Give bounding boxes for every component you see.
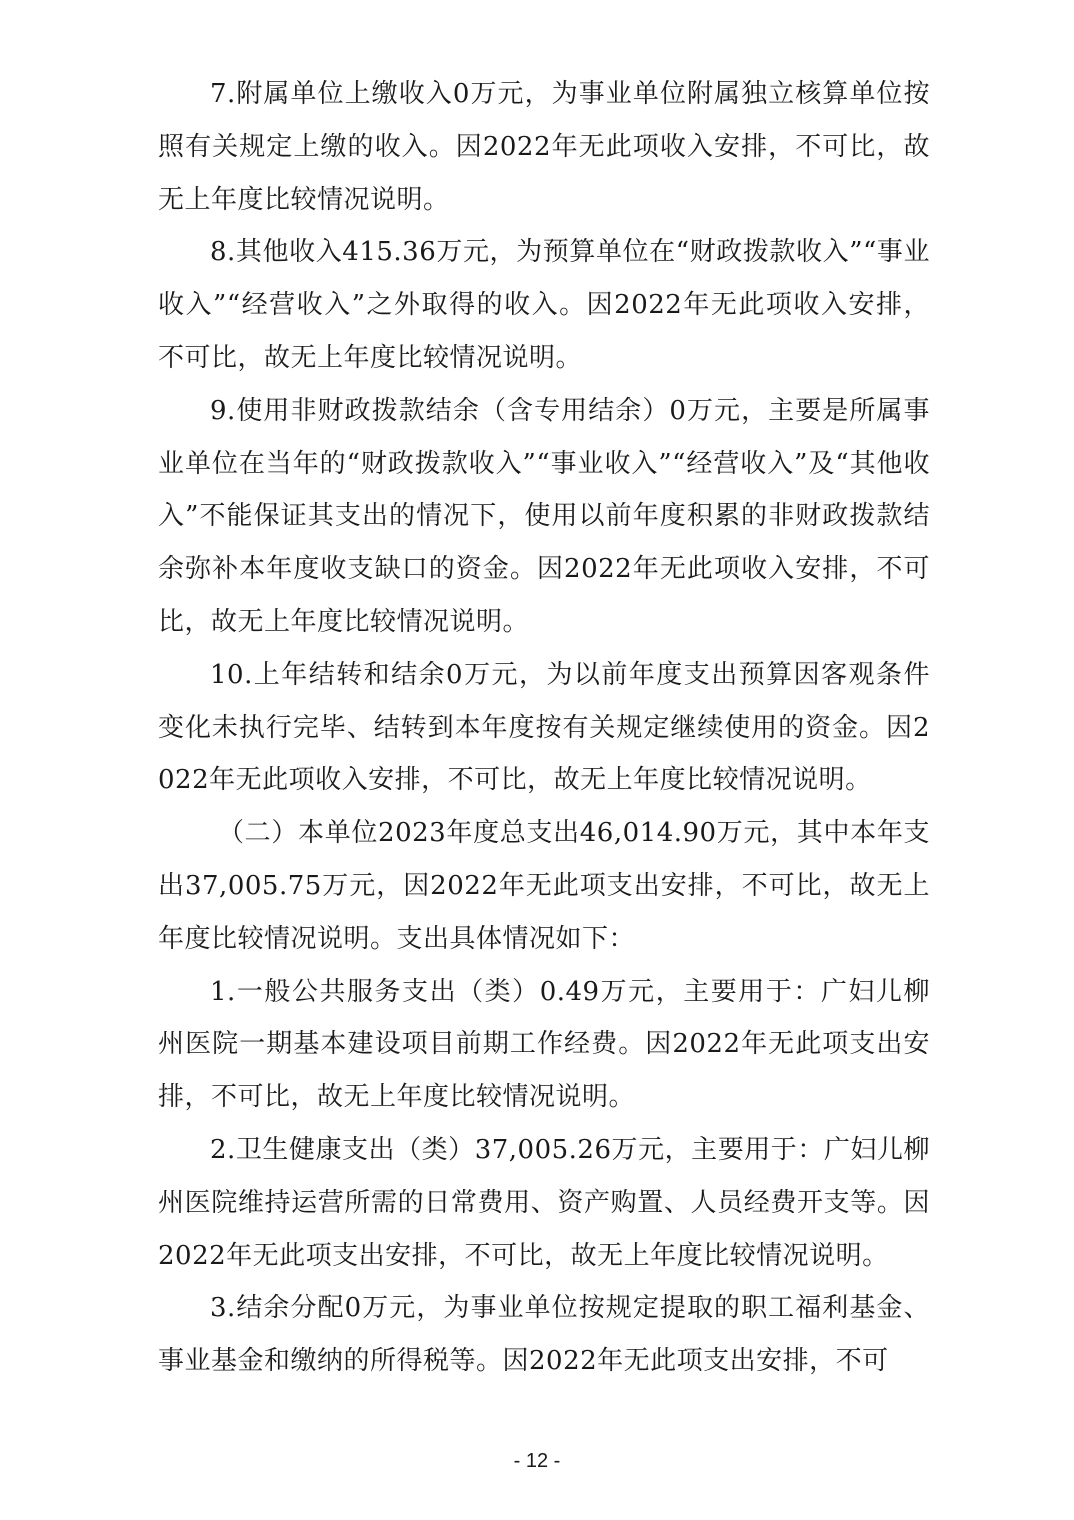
paragraph-total-expenditure: （二）本单位2023年度总支出46,014.90万元，其中本年支出37,005.75万元，因2022年无此项支出安排，不可比，故无上年度比较情况说明。支出具体情况如下： (158, 818, 930, 954)
paragraph-other-income: 8.其他收入415.36万元，为预算单位在“财政拨款收入”“事业收入”“经营收入”之外取得的收入。因2022年无此项收入安排，不可比，故无上年度比较情况说明。 (158, 237, 930, 373)
paragraph-non-fiscal-balance: 9.使用非财政拨款结余（含专用结余）0万元，主要是所属事业单位在当年的“财政拨款收入”“事业收入”“经营收入”及“其他收入”不能保证其支出的情况下，使用以前年度积累的非财政拨款结余弥补本年度收支缺口的资金。因2022年无此项收入安排，不可比，故无上年度比较情况说明。 (158, 395, 930, 637)
document-body (158, 68, 930, 1388)
page-number: - 12 - (513, 1450, 561, 1472)
paragraph-surplus-distribution: 3.结余分配0万元，为事业单位按规定提取的职工福利基金、事业基金和缴纳的所得税等。因2022年无此项支出安排，不可 (158, 1293, 930, 1377)
paragraph-general-public-services: 1.一般公共服务支出（类）0.49万元，主要用于：广妇儿柳州医院一期基本建设项目前期工作经费。因2022年无此项支出安排，不可比，故无上年度比较情况说明。 (158, 976, 930, 1113)
paragraph-health-expenditure: 2.卫生健康支出（类）37,005.26万元，主要用于：广妇儿柳州医院维持运营所需的日常费用、资产购置、人员经费开支等。因2022年无此项支出安排，不可比，故无上年度比较情况说明。 (158, 1134, 930, 1271)
paragraph-prior-year-carryover: 10.上年结转和结余0万元，为以前年度支出预算因客观条件变化未执行完毕、结转到本年度按有关规定继续使用的资金。因2022年无此项收入安排，不可比，故无上年度比较情况说明。 (158, 659, 930, 796)
paragraph-attached-unit-income: 7.附属单位上缴收入0万元，为事业单位附属独立核算单位按照有关规定上缴的收入。因2022年无此项收入安排，不可比，故无上年度比较情况说明。 (158, 79, 930, 215)
